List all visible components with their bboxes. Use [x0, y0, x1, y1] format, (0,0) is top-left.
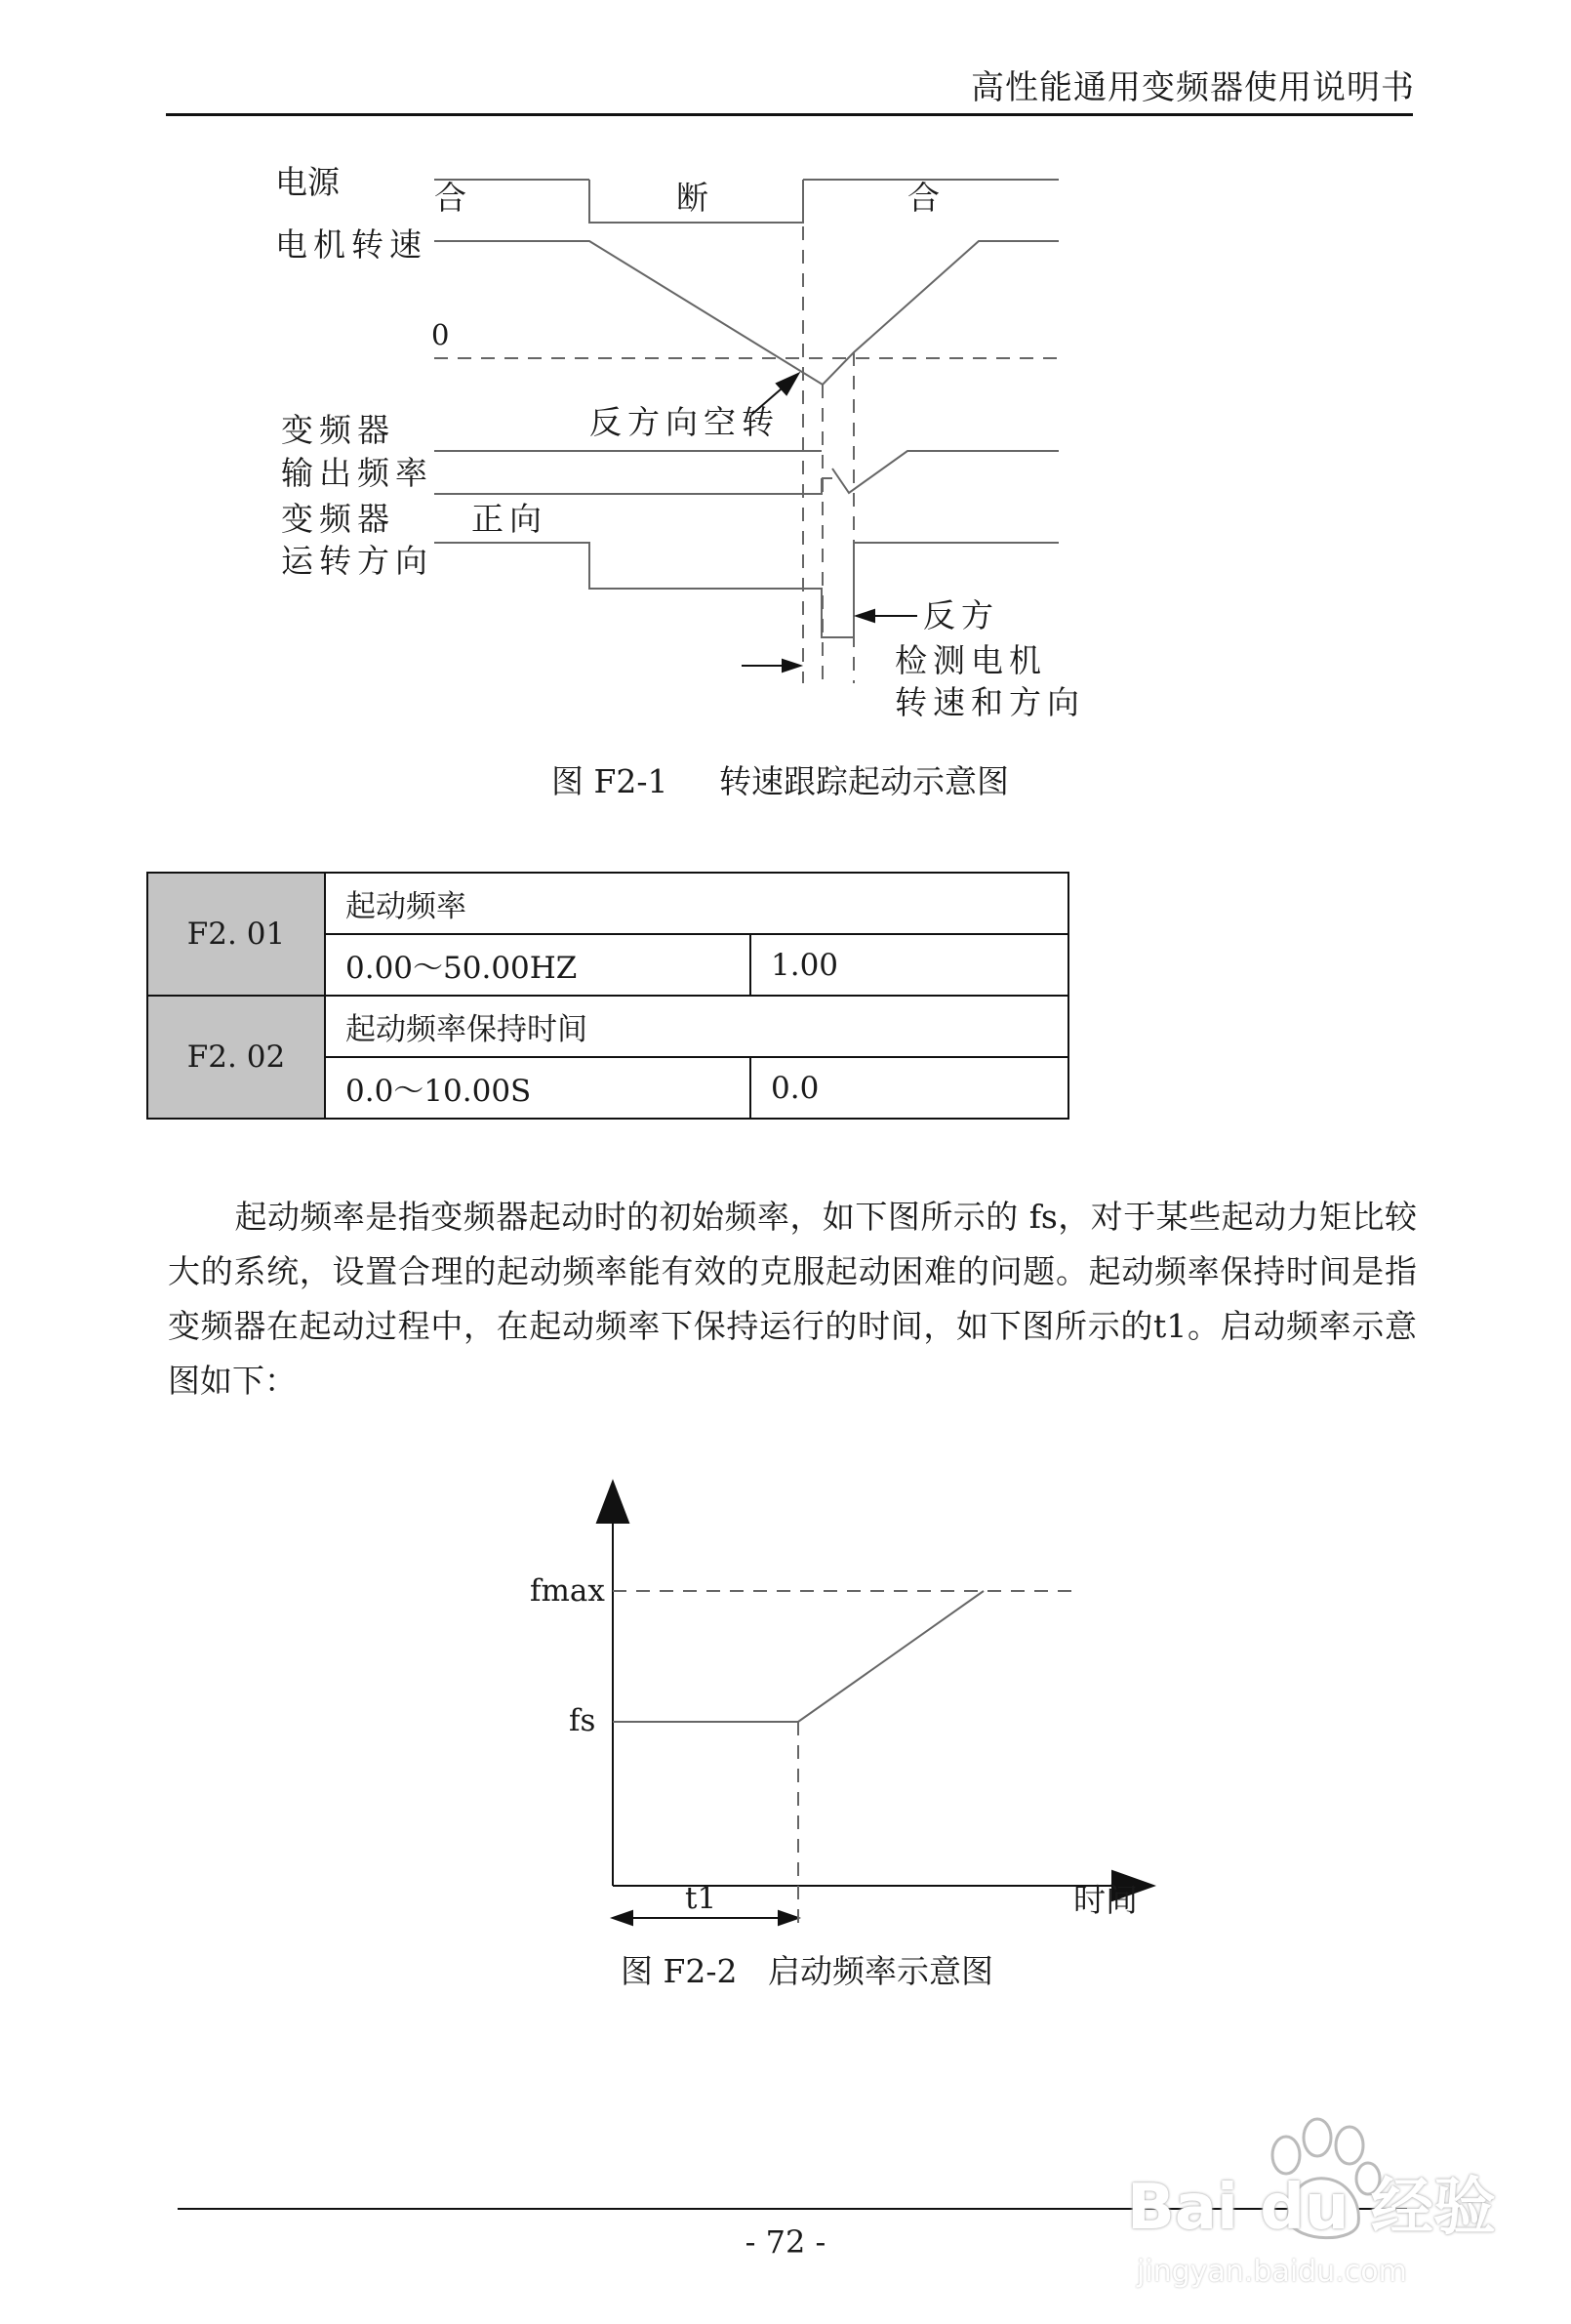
forward-label: 正向 — [471, 500, 547, 538]
vfd-output-label-1: 变频器 — [281, 411, 395, 449]
vfd-direction-label-2: 运转方向 — [281, 542, 433, 580]
output-frequency-base — [434, 478, 822, 494]
zero-label: 0 — [431, 318, 450, 351]
detect-label-2: 转速和方向 — [895, 683, 1085, 721]
body-paragraph-text: 起动频率是指变频器起动时的初始频率，如下图所示的 fs，对于某些起动力矩比较大的系统，设置合理的起动频率能有效的克服起动困难的问题。起动频率保持时间是指变频器在起动过程中，在起动频率下保持运行的时间，如下图所示的t1。启动频率示意图如下： — [168, 1198, 1417, 1400]
power-off-label: 断 — [676, 179, 708, 217]
vfd-output-label-2: 输出频率 — [281, 454, 433, 492]
start-frequency-diagram — [0, 1454, 1220, 1923]
watermark-url: jingyan.baidu.com — [1137, 2255, 1407, 2289]
power-on-label-1: 合 — [434, 179, 466, 217]
table-row — [147, 873, 1068, 934]
power-on-label-2: 合 — [907, 179, 940, 217]
body-paragraph — [168, 1190, 1417, 1408]
baidu-watermark — [1127, 2108, 1517, 2313]
time-label: 时间 — [1073, 1881, 1138, 1919]
param-default: 1.00 — [750, 934, 1068, 996]
vfd-direction-label-1: 变频器 — [281, 500, 395, 538]
speed-tracking-diagram — [0, 146, 1171, 732]
motor-speed-label: 电机转速 — [275, 225, 427, 264]
motor-speed-line — [434, 241, 1059, 385]
param-range: 0.0～10.00S — [325, 1057, 750, 1119]
power-label: 电源 — [275, 163, 340, 201]
watermark-main-text: Bai du 经验 — [1127, 2172, 1496, 2244]
page-number: - 72 - — [745, 2223, 826, 2261]
y-axis-arrow-icon — [597, 1482, 628, 1523]
figure2-caption: 图 F2-2 启动频率示意图 — [621, 1952, 993, 1990]
header-rule — [166, 113, 1413, 116]
detect-label-1: 检测电机 — [895, 641, 1047, 679]
reverse-idle-label: 反方向空转 — [589, 403, 780, 441]
parameter-table — [146, 872, 1069, 1120]
reverse-label: 反方 — [923, 596, 999, 634]
table-row — [147, 996, 1068, 1057]
header-title: 高性能通用变频器使用说明书 — [971, 68, 1415, 107]
param-name: 起动频率 — [325, 873, 1068, 934]
fmax-label: fmax — [530, 1573, 605, 1609]
output-frequency-line — [434, 451, 1059, 493]
fs-label: fs — [569, 1703, 596, 1738]
t1-label: t1 — [685, 1881, 717, 1916]
frequency-curve — [613, 1591, 984, 1722]
figure1-caption: 图 F2-1 转速跟踪起动示意图 — [551, 762, 1009, 800]
param-name: 起动频率保持时间 — [325, 996, 1068, 1057]
param-range: 0.00～50.00HZ — [325, 934, 750, 996]
param-code: F2. 01 — [147, 873, 325, 996]
param-default: 0.0 — [750, 1057, 1068, 1119]
param-code: F2. 02 — [147, 996, 325, 1119]
